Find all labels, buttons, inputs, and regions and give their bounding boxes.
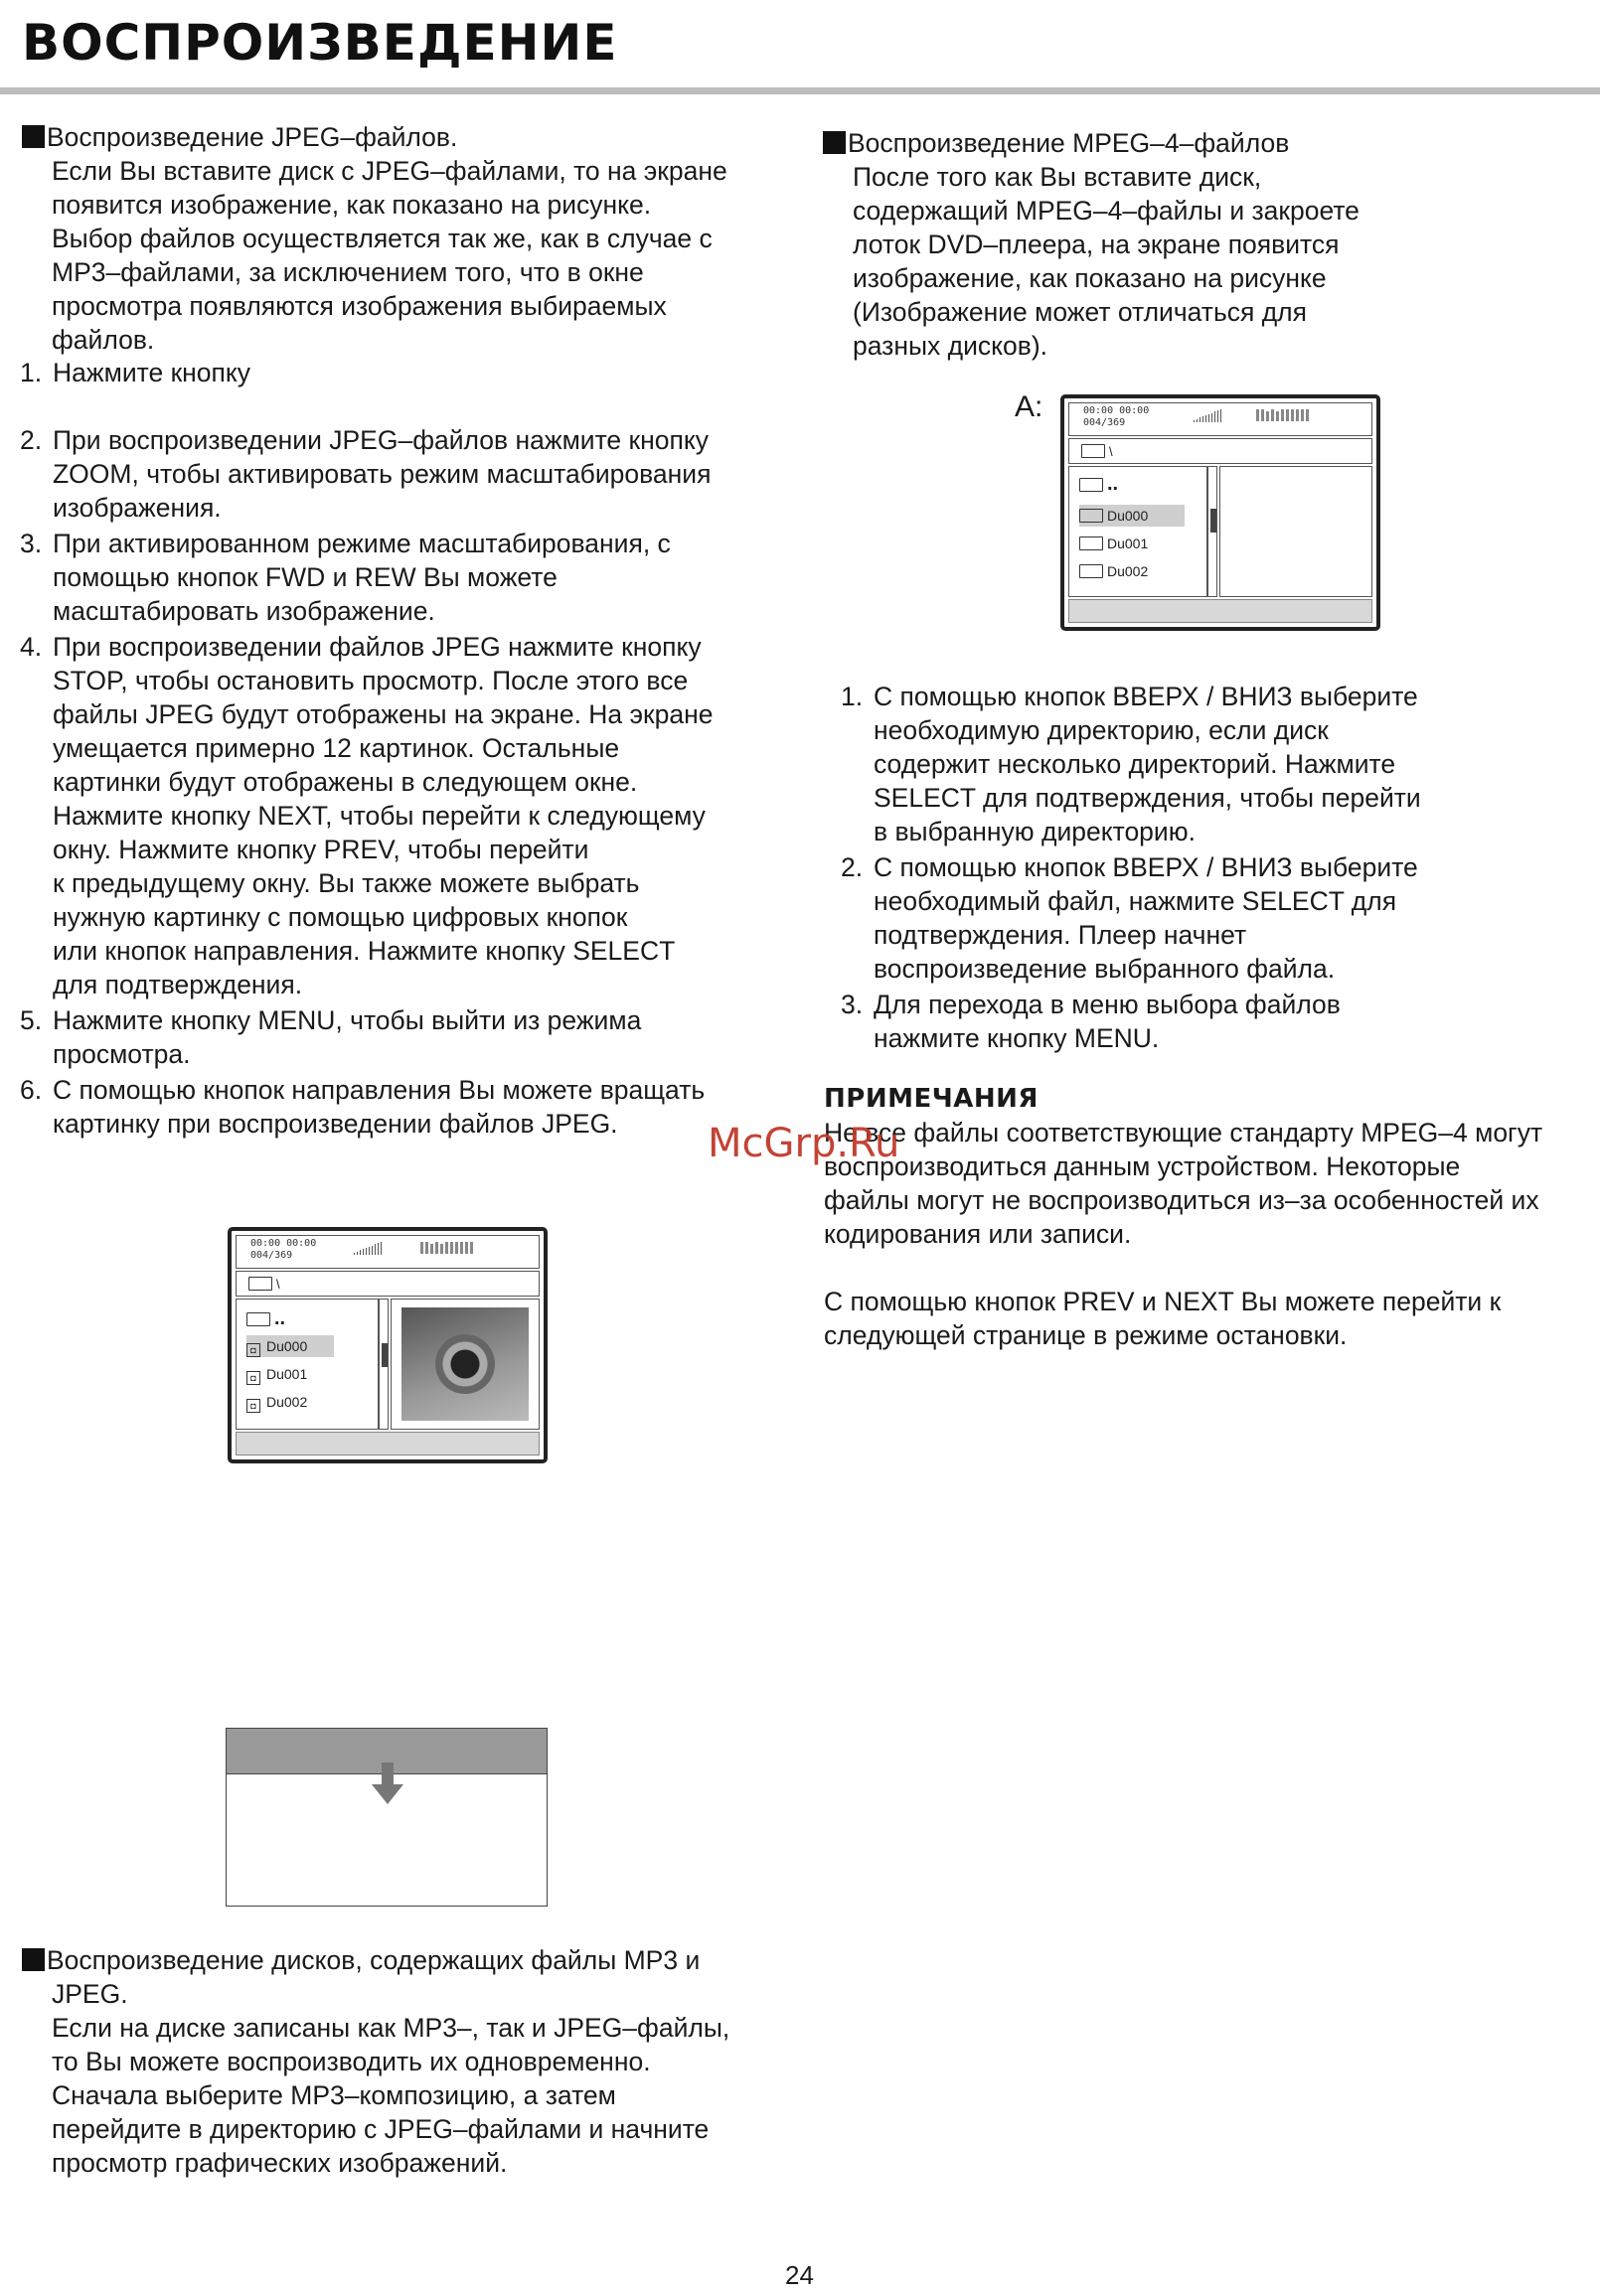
text-line: содержащий MPEG–4–файлы и закроете	[853, 196, 1360, 226]
item-text-line: нажмите кнопку MENU.	[874, 1023, 1160, 1053]
list-item	[20, 356, 785, 389]
item-text-line: Нажмите кнопку NEXT, чтобы перейти к следующему	[53, 801, 706, 831]
item-text-line: воспроизведение выбранного файла.	[874, 954, 1336, 984]
item-text-line: Нажмите кнопку MENU, чтобы выйти из режима	[53, 1005, 642, 1035]
volume-bars-icon	[354, 1242, 384, 1255]
text-line: С помощью кнопок PREV и NEXT Вы можете перейти к	[824, 1287, 1502, 1316]
file-item: ◘ Du000	[246, 1335, 334, 1357]
item-text-line: картинки будут отображены в следующем окне.	[53, 767, 638, 797]
item-text-line: в выбранную директорию.	[874, 817, 1196, 846]
item-text-line: нужную картинку с помощью цифровых кнопок	[53, 902, 628, 932]
item-number: 3.	[841, 990, 864, 1019]
mp3-jpeg-diagram	[226, 1728, 548, 1907]
list-item	[841, 988, 1576, 1055]
list-item	[20, 1073, 785, 1141]
item-text-line: С помощью кнопок направления Вы можете вращать	[53, 1075, 706, 1105]
text-line: лоток DVD–плеера, на экране появится	[853, 230, 1340, 259]
item-text-line: SELECT для подтверждения, чтобы перейти	[874, 783, 1421, 813]
folder-item: Du000	[1079, 505, 1185, 527]
folder-icon	[248, 1277, 272, 1291]
list-scrollbar	[379, 1299, 389, 1430]
screen-bottom-bar	[1068, 599, 1372, 623]
scroll-thumb	[382, 1343, 388, 1367]
item-number: 2.	[841, 852, 864, 882]
item-text-line: Для перехода в меню выбора файлов	[874, 990, 1341, 1019]
list-item	[20, 527, 785, 628]
text-line: просмотра появляются изображения выбираемых	[52, 291, 667, 321]
text-line: изображение, как показано на рисунке	[853, 263, 1327, 293]
up-folder-item: ..	[1079, 473, 1118, 495]
image-file-icon: ◘	[246, 1371, 260, 1385]
folder-icon	[1081, 444, 1105, 458]
item-text-line: изображения.	[53, 493, 222, 523]
item-text-line: или кнопок направления. Нажмите кнопку SELECT	[53, 936, 676, 966]
screen-path: \	[1068, 438, 1372, 464]
notes-heading: ПРИМЕЧАНИЯ	[824, 1084, 1039, 1114]
text-line: файлы могут не воспроизводиться из–за особенностей их	[824, 1185, 1539, 1215]
watermark: McGrp.Ru	[708, 1121, 900, 1166]
text-line: разных дисков).	[853, 331, 1048, 361]
item-text-line: для подтверждения.	[53, 970, 303, 999]
screen-status-bar	[236, 1235, 540, 1269]
text-line: перейдите в директорию с JPEG–файлами и начните	[52, 2114, 710, 2144]
screen-count: 004/369	[250, 1250, 293, 1261]
mpeg-browser-screen	[1060, 394, 1380, 631]
text-line: следующей странице в режиме остановки.	[824, 1320, 1348, 1350]
jpeg-browser-screen	[228, 1227, 548, 1463]
text-line: Если Вы вставите диск с JPEG–файлами, то на экране	[52, 156, 727, 186]
jpeg-section	[22, 120, 787, 357]
item-text-line: необходимый файл, нажмите SELECT для	[874, 886, 1397, 916]
list-item	[20, 1003, 785, 1071]
mpeg-heading: Воспроизведение MPEG–4–файлов	[823, 126, 1588, 160]
image-file-icon: ◘	[246, 1343, 260, 1357]
jpeg-steps-list	[20, 356, 785, 1143]
item-text-line: масштабировать изображение.	[53, 596, 435, 626]
list-scrollbar	[1207, 466, 1217, 597]
screen-path: \	[236, 1271, 540, 1297]
scroll-thumb	[1210, 509, 1216, 533]
item-text-line: ZOOM, чтобы активировать режим масштабирования	[53, 459, 712, 489]
text-line: просмотр графических изображений.	[52, 2148, 508, 2178]
mpeg-steps-list	[841, 680, 1576, 1057]
text-line: Если на диске записаны как MP3–, так и JPEG–файлы,	[52, 2013, 730, 2043]
text-line: файлов.	[52, 325, 155, 355]
item-text-line: С помощью кнопок ВВЕРХ / ВНИЗ выберите	[874, 682, 1418, 711]
folder-icon	[1079, 509, 1103, 523]
list-item	[841, 680, 1576, 848]
title-rule	[0, 87, 1600, 94]
volume-bars-icon	[1194, 409, 1223, 422]
item-text-line: просмотра.	[53, 1039, 191, 1069]
item-text-line: При активированном режиме масштабирования, с	[53, 529, 671, 558]
text-line: то Вы можете воспроизводить их одновременно.	[52, 2047, 651, 2076]
mpeg-section	[823, 126, 1588, 363]
notes-section	[824, 1082, 1594, 1352]
item-number: 6.	[20, 1075, 43, 1105]
spectrum-bars-icon	[1256, 409, 1311, 421]
folder-icon	[1079, 536, 1103, 550]
item-text-line: помощью кнопок FWD и REW Вы можете	[53, 562, 558, 592]
item-text-line: подтверждения. Плеер начнет	[874, 920, 1247, 950]
text-line: появится изображение, как показано на рисунке.	[52, 190, 652, 220]
item-text-line: При воспроизведении файлов JPEG нажмите кнопку	[53, 632, 702, 662]
down-arrow-icon	[368, 1762, 407, 1812]
mp3-heading-cont: JPEG.	[52, 1979, 128, 2009]
folder-icon	[246, 1312, 270, 1326]
screen-status-bar	[1068, 402, 1372, 436]
item-text-line: С помощью кнопок ВВЕРХ / ВНИЗ выберите	[874, 852, 1418, 882]
item-text-line: STOP, чтобы остановить просмотр. После этого все	[53, 666, 689, 695]
jpeg-intro	[22, 154, 787, 357]
list-item	[20, 630, 785, 1001]
file-list	[236, 1299, 379, 1430]
page-title: ВОСПРОИЗВЕДЕНИЕ	[22, 14, 618, 72]
text-line: MP3–файлами, за исключением того, что в окне	[52, 257, 644, 287]
file-item: ◘ Du001	[246, 1363, 307, 1385]
text-line: Выбор файлов осуществляется так же, как в случае с	[52, 224, 713, 253]
list-item	[841, 850, 1576, 986]
folder-icon	[1079, 564, 1103, 578]
mp3-jpeg-section	[22, 1943, 787, 2180]
item-number: 3.	[20, 529, 43, 558]
item-text-line: картинку при воспроизведении файлов JPEG.	[53, 1109, 618, 1139]
item-text-line: Нажмите кнопку	[53, 358, 251, 387]
text-line: воспроизводиться данным устройством. Некоторые	[824, 1151, 1461, 1181]
item-number: 1.	[20, 358, 43, 387]
screen-time: 00:00 00:00	[250, 1238, 317, 1249]
folder-item: Du002	[1079, 560, 1148, 582]
screen-bottom-bar	[236, 1432, 540, 1455]
item-text-line: к предыдущему окну. Вы также можете выбрать	[53, 868, 640, 898]
item-number: 2.	[20, 425, 43, 455]
spectrum-bars-icon	[420, 1242, 475, 1254]
bullet-square-icon	[823, 131, 846, 154]
item-text-line: содержит несколько директорий. Нажмите	[874, 749, 1396, 779]
bullet-square-icon	[22, 125, 45, 148]
page-number: 24	[785, 2260, 814, 2290]
bullet-square-icon	[22, 1948, 45, 1971]
mp3-heading: Воспроизведение дисков, содержащих файлы MP3 и	[22, 1943, 787, 1977]
empty-preview	[1219, 466, 1372, 597]
sunflower-photo	[401, 1307, 529, 1421]
item-text-line: необходимую директорию, если диск	[874, 715, 1329, 745]
folder-item: Du001	[1079, 533, 1148, 554]
list-item	[20, 423, 785, 525]
text-line: После того как Вы вставите диск,	[853, 162, 1262, 192]
file-list	[1068, 466, 1207, 597]
folder-icon	[1079, 478, 1103, 492]
up-folder-item: ..	[246, 1307, 285, 1329]
screen-count: 004/369	[1083, 417, 1126, 428]
text-line: Сначала выберите MP3–композицию, а затем	[52, 2080, 616, 2110]
notes-paragraph-2	[824, 1285, 1594, 1352]
text-line: (Изображение может отличаться для	[853, 297, 1307, 327]
sunflower-icon	[435, 1334, 495, 1394]
text-line: кодирования или записи.	[824, 1219, 1132, 1249]
screen-time: 00:00 00:00	[1083, 405, 1150, 416]
item-text-line: файлы JPEG будут отображены на экране. На экране	[53, 699, 714, 729]
item-text-line: окну. Нажмите кнопку PREV, чтобы перейти	[53, 835, 589, 864]
item-number: 1.	[841, 682, 864, 711]
text-line: Не все файлы соответствующие стандарту MPEG–4 могут	[824, 1118, 1543, 1148]
item-number: 5.	[20, 1005, 43, 1035]
file-item: ◘ Du002	[246, 1391, 307, 1413]
jpeg-heading: Воспроизведение JPEG–файлов.	[22, 120, 787, 154]
image-preview	[391, 1299, 540, 1430]
item-text-line: умещается примерно 12 картинок. Остальные	[53, 733, 620, 763]
mpeg-body	[823, 160, 1588, 363]
item-text-line: При воспроизведении JPEG–файлов нажмите кнопку	[53, 425, 709, 455]
notes-paragraph-1	[824, 1116, 1594, 1251]
figure-label: A:	[1015, 390, 1043, 423]
item-number: 4.	[20, 632, 43, 662]
image-file-icon: ◘	[246, 1399, 260, 1413]
mp3-body	[22, 2011, 787, 2180]
